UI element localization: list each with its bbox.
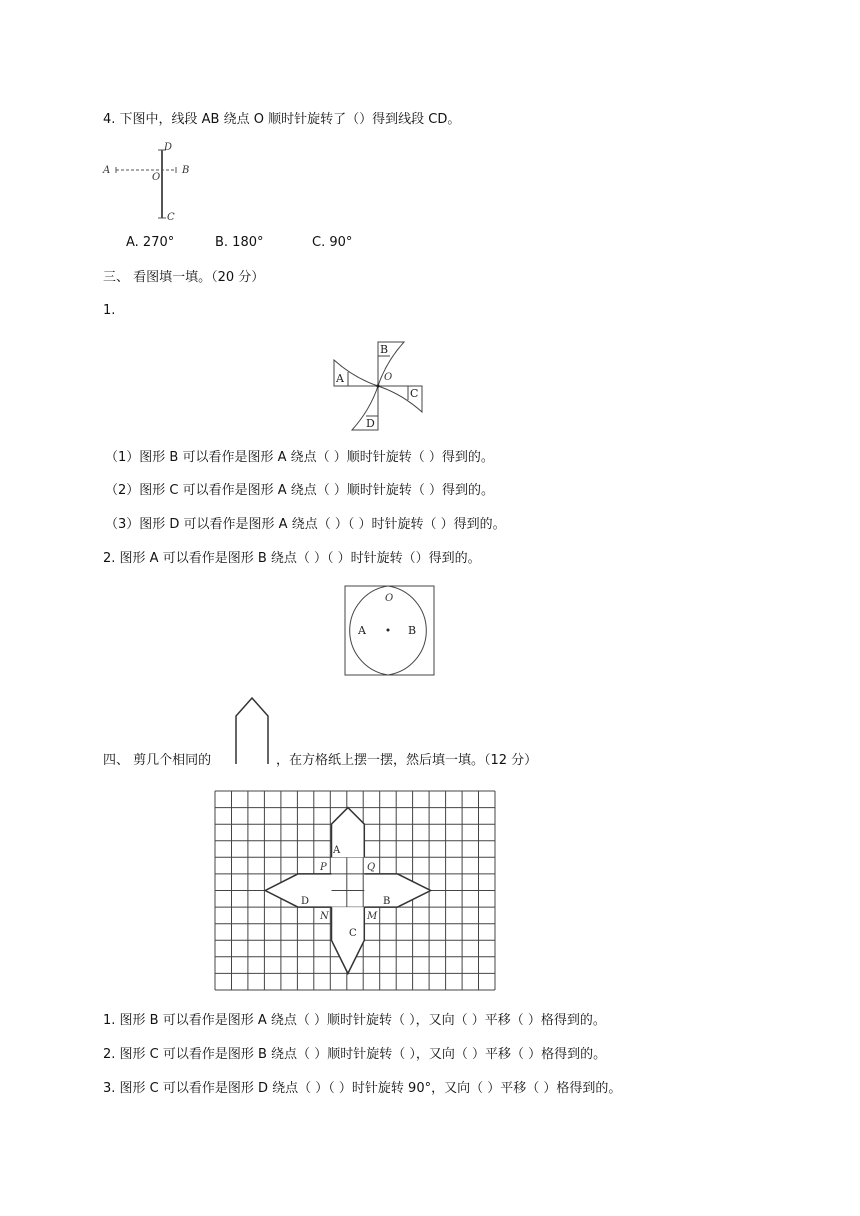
pinwheel-figure bbox=[330, 340, 430, 432]
pinwheel-label-d: D bbox=[366, 417, 375, 430]
section3-q1-2: （2）图形 C 可以看作是图形 A 绕点（ ）顺时针旋转（ ）得到的。 bbox=[105, 483, 495, 498]
shape-a bbox=[345, 586, 388, 675]
grid-label-c: C bbox=[349, 928, 357, 939]
pinwheel-label-b: B bbox=[380, 343, 389, 356]
section3-heading: 三、 看图填一填。（20 分） bbox=[103, 270, 265, 285]
semicircle-label-a: A bbox=[358, 624, 366, 637]
pentagon-c bbox=[332, 907, 365, 973]
pinwheel-label-o: O bbox=[384, 372, 393, 383]
section3-q1-3: （3）图形 D 可以看作是图形 A 绕点（ ）（ ）时针旋转（ ）得到的。 bbox=[105, 517, 506, 532]
section4-q2: 2. 图形 C 可以看作是图形 B 绕点（ ）顺时针旋转（ ），又向（ ）平移（ ）格得到的。 bbox=[103, 1047, 607, 1062]
q4-option-c: C. 90° bbox=[312, 235, 353, 250]
pinwheel-label-c: C bbox=[410, 387, 419, 400]
section4-q1: 1. 图形 B 可以看作是图形 A 绕点（ ）顺时针旋转（ ），又向（ ）平移（ ）格得到的。 bbox=[103, 1013, 606, 1028]
q4-text: 4. 下图中，线段 AB 绕点 O 顺时针旋转了（）得到线段 CD。 bbox=[103, 112, 461, 127]
grid-label-b: B bbox=[383, 896, 391, 907]
section4-heading-left: 四、 剪几个相同的 bbox=[103, 753, 212, 768]
label-c: C bbox=[167, 212, 175, 223]
q4-figure bbox=[100, 140, 200, 225]
semicircle-label-o: O bbox=[385, 593, 394, 604]
label-d: D bbox=[164, 142, 173, 153]
grid-label-d: D bbox=[301, 896, 310, 907]
grid-label-m: M bbox=[367, 911, 378, 922]
section4-q3: 3. 图形 C 可以看作是图形 D 绕点（ ）（ ）时针旋转 90°，又向（ ）平移（ ）格得到的。 bbox=[103, 1081, 622, 1096]
pinwheel-label-a: A bbox=[336, 372, 344, 385]
pentagon-b bbox=[364, 874, 430, 907]
q4-option-a: A. 270° bbox=[126, 235, 175, 250]
grid-label-q: Q bbox=[367, 862, 376, 873]
square-grid-figure bbox=[215, 791, 496, 990]
section4-heading-right: ，在方格纸上摆一摆，然后填一填。（12 分） bbox=[276, 753, 538, 768]
label-a: A bbox=[103, 165, 111, 176]
grid-label-n: N bbox=[320, 911, 329, 922]
label-o: O bbox=[152, 172, 161, 183]
pentagon-d bbox=[265, 874, 331, 907]
section3-item1-number: 1. bbox=[103, 303, 116, 318]
grid-label-p: P bbox=[320, 862, 327, 873]
section3-q1-1: （1）图形 B 可以看作是图形 A 绕点（ ）顺时针旋转（ ）得到的。 bbox=[105, 450, 494, 465]
semicircle-label-b: B bbox=[408, 624, 417, 637]
grid-label-a: A bbox=[333, 845, 341, 856]
label-b: B bbox=[182, 165, 190, 176]
q4-option-b: B. 180° bbox=[215, 235, 264, 250]
semicircle-figure bbox=[342, 583, 438, 679]
section3-item2: 2. 图形 A 可以看作是图形 B 绕点（ ）（ ）时针旋转（）得到的。 bbox=[103, 551, 481, 566]
pentagon-shape-icon bbox=[234, 696, 272, 766]
